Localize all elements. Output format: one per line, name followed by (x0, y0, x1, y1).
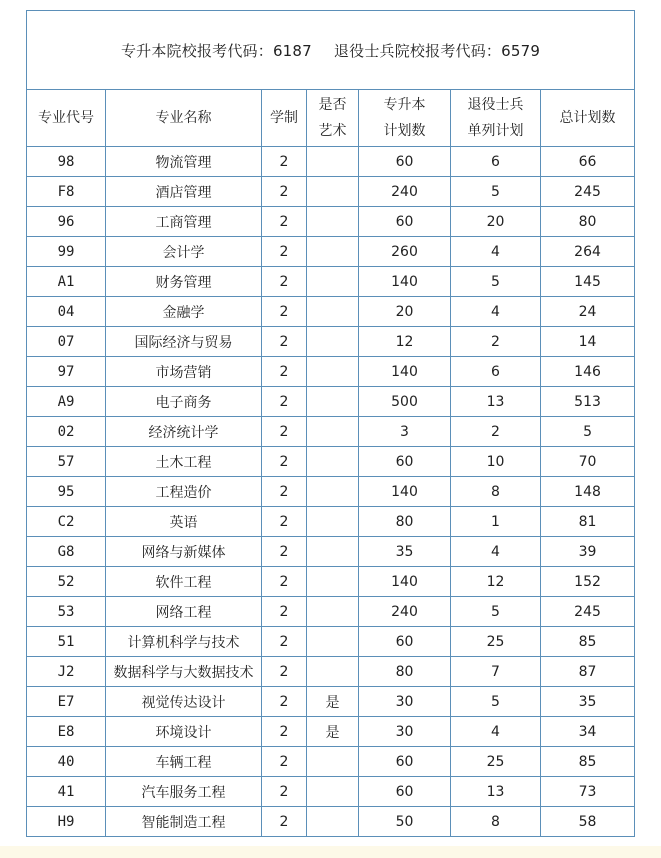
cell-code: A1 (27, 267, 106, 297)
cell-years: 2 (262, 657, 307, 687)
table-row (27, 657, 635, 687)
cell-zsb-plan: 60 (359, 747, 451, 777)
cell-art (307, 297, 359, 327)
cell-zsb-plan: 60 (359, 447, 451, 477)
header-total: 总计划数 (541, 90, 635, 147)
cell-name: 工商管理 (106, 207, 262, 237)
cell-years: 2 (262, 537, 307, 567)
cell-code: C2 (27, 507, 106, 537)
cell-code: A9 (27, 387, 106, 417)
cell-art (307, 357, 359, 387)
cell-veteran-plan: 13 (451, 777, 541, 807)
cell-years: 2 (262, 447, 307, 477)
cell-name: 市场营销 (106, 357, 262, 387)
cell-years: 2 (262, 327, 307, 357)
header-art-line1: 是否 (318, 97, 347, 113)
cell-zsb-plan: 140 (359, 357, 451, 387)
cell-art (307, 627, 359, 657)
cell-total: 14 (541, 327, 635, 357)
cell-zsb-plan: 3 (359, 417, 451, 447)
table-row (27, 177, 635, 207)
cell-code: H9 (27, 807, 106, 837)
cell-veteran-plan: 20 (451, 207, 541, 237)
cell-name: 电子商务 (106, 387, 262, 417)
cell-zsb-plan: 140 (359, 477, 451, 507)
cell-zsb-plan: 240 (359, 597, 451, 627)
cell-years: 2 (262, 237, 307, 267)
table-row (27, 477, 635, 507)
cell-years: 2 (262, 147, 307, 177)
enrollment-plan-table (26, 10, 635, 837)
cell-art (307, 147, 359, 177)
header-vet-line1: 退役士兵 (467, 97, 524, 113)
table-row (27, 807, 635, 837)
cell-total: 146 (541, 357, 635, 387)
cell-total: 264 (541, 237, 635, 267)
cell-art (307, 507, 359, 537)
cell-name: 智能制造工程 (106, 807, 262, 837)
cell-code: J2 (27, 657, 106, 687)
cell-veteran-plan: 2 (451, 327, 541, 357)
table-row (27, 777, 635, 807)
cell-code: E8 (27, 717, 106, 747)
cell-total: 145 (541, 267, 635, 297)
title-row (27, 11, 635, 90)
cell-code: 95 (27, 477, 106, 507)
table-row (27, 357, 635, 387)
cell-name: 汽车服务工程 (106, 777, 262, 807)
cell-name: 环境设计 (106, 717, 262, 747)
cell-name: 网络工程 (106, 597, 262, 627)
cell-zsb-plan: 80 (359, 507, 451, 537)
cell-veteran-plan: 12 (451, 567, 541, 597)
cell-name: 酒店管理 (106, 177, 262, 207)
cell-veteran-plan: 13 (451, 387, 541, 417)
cell-veteran-plan: 8 (451, 807, 541, 837)
cell-art: 是 (307, 687, 359, 717)
cell-name: 会计学 (106, 237, 262, 267)
cell-name: 网络与新媒体 (106, 537, 262, 567)
cell-art (307, 657, 359, 687)
cell-total: 245 (541, 177, 635, 207)
cell-veteran-plan: 5 (451, 687, 541, 717)
cell-art (307, 747, 359, 777)
bottom-strip (0, 846, 661, 858)
cell-name: 金融学 (106, 297, 262, 327)
table-row (27, 297, 635, 327)
table-row (27, 237, 635, 267)
cell-code: 41 (27, 777, 106, 807)
cell-total: 152 (541, 567, 635, 597)
cell-zsb-plan: 60 (359, 207, 451, 237)
table-row (27, 207, 635, 237)
cell-veteran-plan: 4 (451, 537, 541, 567)
table-row (27, 507, 635, 537)
cell-zsb-plan: 80 (359, 657, 451, 687)
cell-veteran-plan: 5 (451, 177, 541, 207)
cell-code: 99 (27, 237, 106, 267)
cell-years: 2 (262, 267, 307, 297)
cell-years: 2 (262, 357, 307, 387)
cell-veteran-plan: 4 (451, 717, 541, 747)
cell-veteran-plan: 6 (451, 357, 541, 387)
cell-years: 2 (262, 207, 307, 237)
header-row (27, 90, 635, 147)
cell-name: 经济统计学 (106, 417, 262, 447)
cell-art (307, 237, 359, 267)
cell-art (307, 267, 359, 297)
cell-zsb-plan: 260 (359, 237, 451, 267)
table-body (27, 147, 635, 837)
cell-art (307, 777, 359, 807)
cell-total: 39 (541, 537, 635, 567)
cell-total: 34 (541, 717, 635, 747)
cell-name: 计算机科学与技术 (106, 627, 262, 657)
table-row (27, 567, 635, 597)
cell-veteran-plan: 2 (451, 417, 541, 447)
cell-total: 24 (541, 297, 635, 327)
cell-years: 2 (262, 567, 307, 597)
cell-code: 98 (27, 147, 106, 177)
cell-total: 87 (541, 657, 635, 687)
table-row (27, 597, 635, 627)
header-art-line2: 艺术 (318, 123, 347, 139)
cell-name: 财务管理 (106, 267, 262, 297)
table-row (27, 327, 635, 357)
cell-name: 数据科学与大数据技术 (106, 657, 262, 687)
header-vet-line2: 单列计划 (467, 123, 524, 139)
cell-total: 73 (541, 777, 635, 807)
table-row (27, 537, 635, 567)
cell-name: 视觉传达设计 (106, 687, 262, 717)
cell-zsb-plan: 60 (359, 147, 451, 177)
cell-veteran-plan: 5 (451, 267, 541, 297)
cell-zsb-plan: 12 (359, 327, 451, 357)
cell-years: 2 (262, 777, 307, 807)
header-code: 专业代号 (27, 90, 106, 147)
cell-total: 80 (541, 207, 635, 237)
cell-total: 245 (541, 597, 635, 627)
cell-art (307, 807, 359, 837)
cell-code: 52 (27, 567, 106, 597)
cell-years: 2 (262, 807, 307, 837)
cell-name: 英语 (106, 507, 262, 537)
cell-total: 85 (541, 627, 635, 657)
cell-total: 5 (541, 417, 635, 447)
cell-total: 66 (541, 147, 635, 177)
table-row (27, 387, 635, 417)
cell-years: 2 (262, 297, 307, 327)
cell-years: 2 (262, 747, 307, 777)
cell-total: 85 (541, 747, 635, 777)
table-title (27, 11, 635, 90)
header-zsb-line1: 专升本 (383, 97, 426, 113)
cell-art (307, 417, 359, 447)
cell-years: 2 (262, 507, 307, 537)
cell-code: E7 (27, 687, 106, 717)
cell-code: G8 (27, 537, 106, 567)
table-row (27, 747, 635, 777)
cell-code: 97 (27, 357, 106, 387)
cell-zsb-plan: 500 (359, 387, 451, 417)
table-row (27, 417, 635, 447)
cell-years: 2 (262, 597, 307, 627)
cell-total: 513 (541, 387, 635, 417)
cell-veteran-plan: 4 (451, 237, 541, 267)
cell-art: 是 (307, 717, 359, 747)
cell-name: 软件工程 (106, 567, 262, 597)
cell-name: 国际经济与贸易 (106, 327, 262, 357)
cell-code: 51 (27, 627, 106, 657)
table-row (27, 687, 635, 717)
cell-years: 2 (262, 387, 307, 417)
cell-code: 53 (27, 597, 106, 627)
cell-code: F8 (27, 177, 106, 207)
cell-zsb-plan: 50 (359, 807, 451, 837)
table-row (27, 147, 635, 177)
cell-zsb-plan: 140 (359, 567, 451, 597)
cell-code: 07 (27, 327, 106, 357)
cell-total: 35 (541, 687, 635, 717)
cell-zsb-plan: 35 (359, 537, 451, 567)
header-name: 专业名称 (106, 90, 262, 147)
cell-total: 58 (541, 807, 635, 837)
cell-years: 2 (262, 177, 307, 207)
header-art (307, 90, 359, 147)
cell-veteran-plan: 5 (451, 597, 541, 627)
cell-years: 2 (262, 417, 307, 447)
table-row (27, 267, 635, 297)
cell-art (307, 207, 359, 237)
cell-code: 02 (27, 417, 106, 447)
cell-veteran-plan: 7 (451, 657, 541, 687)
cell-art (307, 567, 359, 597)
cell-total: 70 (541, 447, 635, 477)
cell-zsb-plan: 60 (359, 777, 451, 807)
cell-art (307, 597, 359, 627)
table-row (27, 627, 635, 657)
header-years: 学制 (262, 90, 307, 147)
cell-veteran-plan: 4 (451, 297, 541, 327)
cell-zsb-plan: 30 (359, 687, 451, 717)
cell-zsb-plan: 240 (359, 177, 451, 207)
table-row (27, 717, 635, 747)
cell-art (307, 447, 359, 477)
cell-art (307, 477, 359, 507)
cell-veteran-plan: 25 (451, 627, 541, 657)
cell-art (307, 327, 359, 357)
cell-zsb-plan: 30 (359, 717, 451, 747)
cell-total: 148 (541, 477, 635, 507)
cell-years: 2 (262, 477, 307, 507)
cell-veteran-plan: 1 (451, 507, 541, 537)
header-zsb-plan (359, 90, 451, 147)
cell-years: 2 (262, 627, 307, 657)
cell-name: 车辆工程 (106, 747, 262, 777)
header-veteran-plan (451, 90, 541, 147)
cell-veteran-plan: 25 (451, 747, 541, 777)
table-row (27, 447, 635, 477)
cell-name: 土木工程 (106, 447, 262, 477)
cell-art (307, 387, 359, 417)
header-zsb-line2: 计划数 (383, 123, 426, 139)
cell-name: 物流管理 (106, 147, 262, 177)
zsb-institution-code: 专升本院校报考代码：6187 (120, 41, 312, 60)
cell-veteran-plan: 6 (451, 147, 541, 177)
cell-name: 工程造价 (106, 477, 262, 507)
cell-zsb-plan: 60 (359, 627, 451, 657)
cell-art (307, 537, 359, 567)
cell-code: 96 (27, 207, 106, 237)
cell-zsb-plan: 20 (359, 297, 451, 327)
cell-zsb-plan: 140 (359, 267, 451, 297)
veteran-institution-code: 退役士兵院校报考代码：6579 (333, 41, 541, 60)
cell-code: 40 (27, 747, 106, 777)
cell-veteran-plan: 10 (451, 447, 541, 477)
cell-total: 81 (541, 507, 635, 537)
cell-years: 2 (262, 687, 307, 717)
cell-veteran-plan: 8 (451, 477, 541, 507)
cell-years: 2 (262, 717, 307, 747)
cell-code: 57 (27, 447, 106, 477)
cell-art (307, 177, 359, 207)
cell-code: 04 (27, 297, 106, 327)
